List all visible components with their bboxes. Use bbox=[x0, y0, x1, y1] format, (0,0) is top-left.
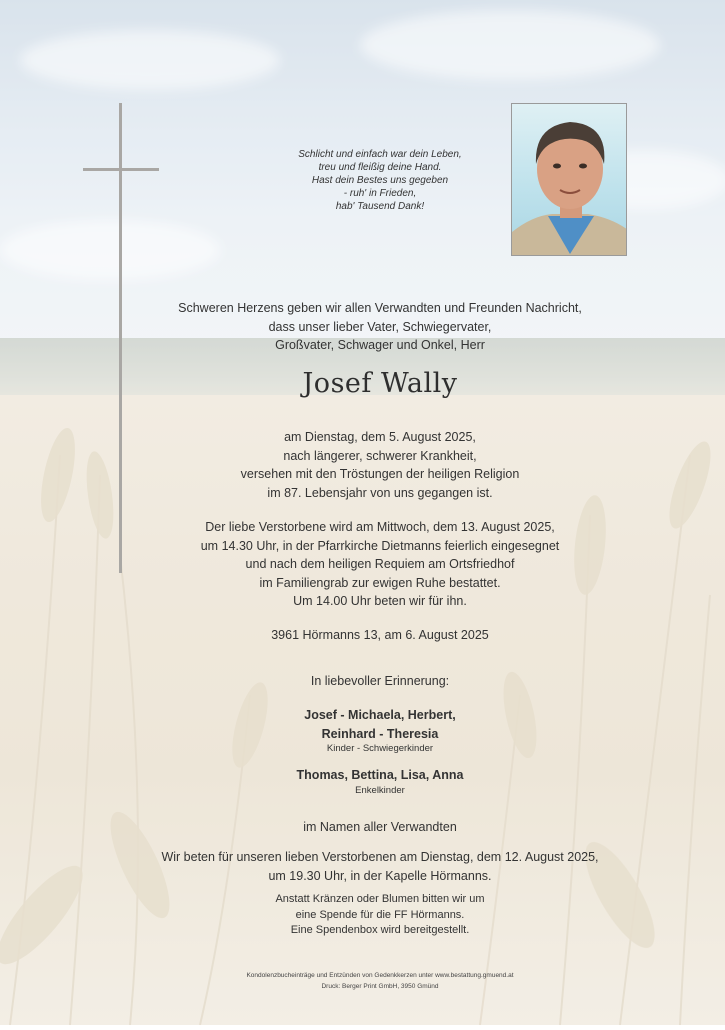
poem-line: - ruh' in Frieden, bbox=[343, 188, 417, 199]
donation-line: eine Spende für die FF Hörmanns. bbox=[295, 908, 465, 921]
poem-line: treu und fleißig deine Hand. bbox=[318, 162, 442, 173]
relatives-text: im Namen aller Verwandten bbox=[303, 820, 457, 834]
poem-line: hab' Tausend Dank! bbox=[335, 201, 425, 212]
intro-line: dass unser lieber Vater, Schwiegervater, bbox=[268, 319, 492, 334]
death-line: versehen mit den Tröstungen der heiligen Religion bbox=[240, 467, 520, 481]
place-date bbox=[140, 626, 620, 645]
prayer-line: um 19.30 Uhr, in der Kapelle Hörmanns. bbox=[268, 868, 492, 883]
donation-line: Eine Spendenbox wird bereitgestellt. bbox=[290, 924, 470, 936]
funeral-line: Der liebe Verstorbene wird am Mittwoch, dem 13. August 2025, bbox=[205, 520, 555, 534]
prayer-notice bbox=[140, 848, 620, 885]
relatives-line bbox=[140, 818, 620, 837]
children-names bbox=[140, 706, 620, 743]
grandchildren-names bbox=[140, 766, 620, 785]
memorial-poem bbox=[260, 148, 500, 213]
cross-horizontal-bar bbox=[83, 168, 159, 171]
donation-notice bbox=[140, 892, 620, 939]
memory-heading bbox=[140, 672, 620, 691]
children-line: Reinhard - Theresia bbox=[321, 726, 439, 741]
death-line: am Dienstag, dem 5. August 2025, bbox=[284, 430, 476, 444]
grandchildren-label-text: Enkelkinder bbox=[355, 785, 405, 796]
children-label bbox=[140, 742, 620, 755]
funeral-line: und nach dem heiligen Requiem am Ortsfriedhof bbox=[245, 557, 515, 571]
death-notice bbox=[140, 428, 620, 502]
death-line: nach längerer, schwerer Krankheit, bbox=[283, 448, 477, 463]
intro-line: Schweren Herzens geben wir allen Verwandten und Freunden Nachricht, bbox=[178, 301, 582, 315]
footer-line: Druck: Berger Print GmbH, 3950 Gmünd bbox=[321, 983, 439, 990]
children-line: Josef - Michaela, Herbert, bbox=[304, 708, 456, 722]
grandchildren-text: Thomas, Bettina, Lisa, Anna bbox=[296, 768, 464, 782]
donation-line: Anstatt Kränzen oder Blumen bitten wir um bbox=[275, 893, 485, 905]
funeral-line: Um 14.00 Uhr beten wir für ihn. bbox=[293, 594, 467, 608]
funeral-line: im Familiengrab zur ewigen Ruhe bestattet. bbox=[259, 575, 501, 590]
poem-line: Hast dein Bestes uns gegeben bbox=[311, 175, 449, 186]
deceased-name: Josef Wally bbox=[302, 368, 458, 399]
funeral-details bbox=[140, 518, 620, 611]
cross-vertical-bar bbox=[119, 103, 122, 573]
prayer-line: Wir beten für unseren lieben Verstorbenen am Dienstag, dem 12. August 2025, bbox=[161, 850, 599, 864]
footer bbox=[140, 970, 620, 992]
death-line: im 87. Lebensjahr von uns gegangen ist. bbox=[267, 485, 493, 500]
grandchildren-label bbox=[140, 784, 620, 797]
poem-line: Schlicht und einfach war dein Leben, bbox=[298, 149, 462, 160]
footer-line: Kondolenzbucheinträge und Entzünden von Gedenkkerzen unter www.bestattung.gmuend.at bbox=[246, 972, 514, 979]
children-label-text: Kinder - Schwiegerkinder bbox=[326, 743, 434, 754]
memory-heading-text: In liebevoller Erinnerung: bbox=[310, 674, 450, 688]
portrait-photo bbox=[511, 103, 627, 256]
portrait-illustration bbox=[512, 104, 627, 256]
funeral-line: um 14.30 Uhr, in der Pfarrkirche Dietmanns feierlich eingesegnet bbox=[200, 538, 560, 553]
intro-line: Großvater, Schwager und Onkel, Herr bbox=[275, 338, 485, 352]
place-date-text: 3961 Hörmanns 13, am 6. August 2025 bbox=[271, 628, 489, 642]
intro-text bbox=[140, 299, 620, 355]
